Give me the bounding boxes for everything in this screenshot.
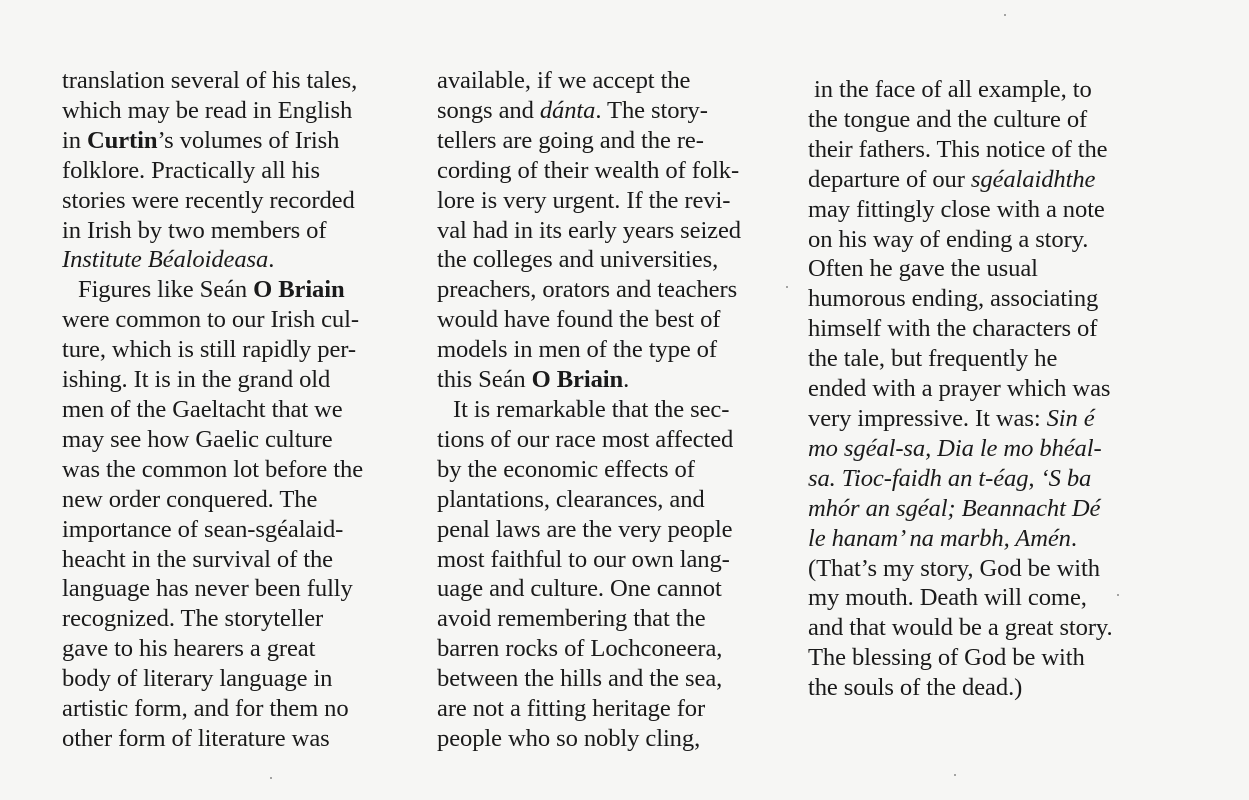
text-run: (That’s my story, God be with [808,554,1100,582]
text-run: very impressive. It was: [808,404,1047,432]
text-line [437,66,777,96]
text-line [62,275,392,305]
text-line [62,305,392,335]
text-line [437,604,777,634]
text-run: ishing. It is in the grand old [62,366,331,394]
text-run: may see how Gaelic culture [62,425,333,453]
text-line [62,335,392,365]
text-run: body of literary language in [62,665,333,693]
text-line [808,374,1158,404]
text-line [62,455,392,485]
text-run: my mouth. Death will come, [808,584,1087,612]
scan-speck [1004,14,1006,16]
text-run: cording of their wealth of folk- [437,156,740,184]
text-line [437,395,777,425]
italic-text: dánta [539,96,596,124]
text-line [808,673,1158,703]
text-line [62,515,392,545]
text-run: importance of sean-sgéalaid- [62,515,344,543]
text-line [437,156,777,186]
text-run: the tale, but frequently he [808,345,1058,373]
text-line [437,515,777,545]
text-run: barren rocks of Lochconeera, [437,635,723,663]
text-run: and that would be a great story. [808,614,1113,642]
text-run: The blessing of God be with [808,644,1085,672]
text-line [808,284,1158,314]
text-line [62,485,392,515]
text-line [437,186,777,216]
text-line [62,245,392,275]
text-line [808,195,1158,225]
text-line [437,275,777,305]
text-line [62,664,392,694]
italic-text: mhór an sgéal; Beannacht Dé [808,494,1101,522]
text-line [437,245,777,275]
text-line [437,664,777,694]
text-line [437,365,777,395]
text-run: tellers are going and the re- [437,126,704,154]
text-line [62,156,392,186]
italic-text: mo sgéal-sa, Dia le mo bhéal- [808,434,1102,462]
text-run: stories were recently recorded [62,186,355,214]
italic-text: Sin é [1046,404,1095,432]
scan-speck [1117,594,1119,596]
text-run: artistic form, and for them no [62,695,349,723]
text-line [808,165,1158,195]
text-column-2 [437,66,777,754]
text-line [808,613,1158,643]
text-run: . [1070,524,1077,552]
text-run: by the economic effects of [437,455,695,483]
text-run: the tongue and the culture of [808,105,1088,133]
text-run: lore is very urgent. If the revi- [437,186,731,214]
text-run: the souls of the dead.) [808,674,1023,702]
text-run: most faithful to our own lang- [437,545,730,573]
text-line [808,254,1158,284]
text-line [62,365,392,395]
text-run: their fathers. This notice of the [808,135,1108,163]
text-line [808,524,1158,554]
text-run: gave to his hearers a great [62,635,316,663]
bold-name: Curtin [86,126,158,154]
text-run: are not a fitting heritage for [437,695,706,723]
text-run: language has never been fully [62,575,353,603]
text-line [437,96,777,126]
text-run: plantations, clearances, and [437,485,705,513]
text-line [437,724,777,754]
text-line [62,96,392,126]
text-line [437,545,777,575]
text-line [808,494,1158,524]
text-run: this Seán [437,366,532,394]
text-run: were common to our Irish cul- [62,306,359,334]
italic-text: Institute Béaloideasa [62,246,269,274]
text-column-1 [62,66,392,754]
text-line [62,425,392,455]
text-run: men of the Gaeltacht that we [62,395,343,423]
text-run: val had in its early years seized [437,216,742,244]
text-run: in [62,126,87,154]
text-run: heacht in the survival of the [62,545,333,573]
text-line [62,694,392,724]
scan-speck [786,286,788,288]
text-column-3 [808,75,1158,703]
text-run: tions of our race most affected [437,425,734,453]
text-run: . [268,246,275,274]
bold-name: O Briain [531,366,624,394]
text-line [808,75,1158,105]
text-run: people who so nobly cling, [437,724,701,752]
text-line [808,404,1158,434]
text-run: humorous ending, associating [808,285,1099,313]
scan-speck [270,777,272,779]
text-run: . The story- [595,96,708,124]
text-line [62,186,392,216]
text-run: was the common lot before the [62,455,364,483]
text-line [808,344,1158,374]
text-line [437,574,777,604]
text-run: departure of our [808,165,971,193]
text-line [437,485,777,515]
text-run: uage and culture. One cannot [437,575,722,603]
text-line [808,105,1158,135]
text-run: It is remarkable that the sec- [453,395,730,423]
text-line [808,225,1158,255]
text-line [808,464,1158,494]
text-line [62,604,392,634]
text-line [437,305,777,335]
text-run: ended with a prayer which was [808,375,1111,403]
text-run: recognized. The storyteller [62,605,324,633]
text-run: Often he gave the usual [808,255,1038,283]
text-line [808,554,1158,584]
text-run: translation several of his tales, [62,67,358,94]
text-run: in Irish by two members of [62,216,327,244]
text-line [437,425,777,455]
scan-speck [954,774,956,776]
text-run: new order conquered. The [62,485,318,513]
text-run: ’s volumes of Irish [157,126,340,154]
text-line [437,455,777,485]
text-line [437,216,777,246]
text-line [808,314,1158,344]
italic-text: sa. Tioc-faidh an t-éag, ‘S ba [808,464,1092,492]
text-line [62,724,392,754]
text-run: on his way of ending a story. [808,225,1089,253]
italic-text: le hanam’ na marbh, Amén [808,524,1071,552]
text-run: in the face of all example, to [814,76,1092,103]
text-line [62,574,392,604]
text-run: may fittingly close with a note [808,195,1105,223]
text-run: which may be read in English [62,96,353,124]
text-line [62,395,392,425]
text-line [808,135,1158,165]
text-run: the colleges and universities, [437,246,719,274]
text-line [62,216,392,246]
text-line [808,583,1158,613]
text-run: folklore. Practically all his [62,156,320,184]
text-line [437,126,777,156]
text-run: songs and [437,96,540,124]
text-line [62,66,392,96]
text-run: other form of literature was [62,724,330,752]
text-run: would have found the best of [437,306,721,334]
text-run: Figures like Seán [78,276,254,304]
text-run: avoid remembering that the [437,605,706,633]
text-run: between the hills and the sea, [437,665,723,693]
text-line [62,545,392,575]
italic-text: sgéalaidhthe [970,165,1096,193]
text-run: models in men of the type of [437,336,717,364]
text-line [808,643,1158,673]
text-run: . [623,366,630,394]
text-line [62,126,392,156]
text-run: available, if we accept the [437,67,691,94]
text-line [808,434,1158,464]
text-line [437,335,777,365]
text-run: penal laws are the very people [437,515,733,543]
text-run: preachers, orators and teachers [437,276,738,304]
text-line [62,634,392,664]
text-run: himself with the characters of [808,315,1098,343]
text-line [437,694,777,724]
text-run: ture, which is still rapidly per- [62,336,356,364]
bold-name: O Briain [253,276,345,304]
text-line [437,634,777,664]
